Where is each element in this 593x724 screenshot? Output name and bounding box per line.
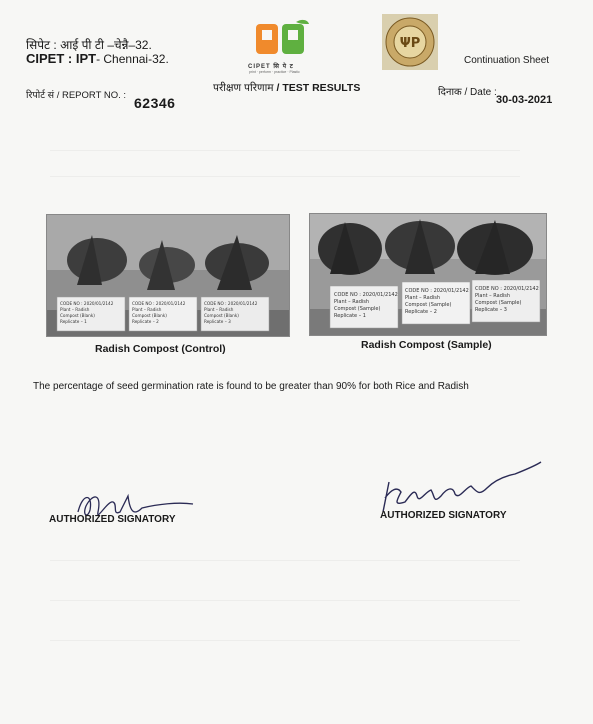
faint-line — [50, 560, 520, 561]
report-date: 30-03-2021 — [496, 94, 553, 106]
org-name: CIPET : IPT — [26, 51, 97, 66]
label-code: CODE NO : 2020/01/2142 — [475, 286, 539, 292]
continuation-sheet-label: Continuation Sheet — [464, 55, 550, 66]
faint-line — [50, 176, 520, 177]
caption-radish-sample: Radish Compost (Sample) — [361, 339, 492, 351]
faint-line — [50, 600, 520, 601]
test-results-hindi: परीक्षण परिणाम — [213, 82, 274, 94]
label-plant: Plant – Radish — [475, 293, 511, 299]
label-plant: Plant – Radish — [334, 299, 370, 305]
report-number-label: रिपोर्ट सं / REPORT NO. : — [26, 90, 127, 101]
label-compost: Compost (Blank) — [60, 313, 95, 318]
label-code: CODE NO : 2020/01/2142 — [334, 292, 398, 298]
label-replicate: Replicate – 2 — [405, 309, 437, 315]
label-plant: Plant – Radish — [204, 307, 234, 312]
label-compost: Compost (Sample) — [405, 302, 452, 308]
seal-text: ΨP — [399, 36, 421, 51]
org-city: - Chennai-32. — [96, 52, 169, 66]
germination-statement: The percentage of seed germination rate is found to be greater than 90% for both Rice and Radish — [33, 381, 469, 392]
label-plant: Plant – Radish — [132, 307, 162, 312]
label-compost: Compost (Blank) — [204, 313, 239, 318]
caption-radish-control: Radish Compost (Control) — [95, 343, 226, 355]
logo-tagline: print · perform · practice · Plastic — [249, 70, 300, 74]
label-replicate: Replicate – 1 — [334, 313, 366, 319]
date-label: दिनाक / Date : — [438, 87, 497, 98]
plant-photo-control — [47, 215, 289, 336]
label-compost: Compost (Sample) — [475, 300, 522, 306]
label-plant: Plant – Radish — [405, 295, 441, 301]
photo-radish-control — [46, 214, 290, 337]
plant-photo-sample — [310, 214, 546, 335]
label-code: CODE NO : 2020/01/2142 — [204, 301, 258, 306]
faint-line — [50, 150, 520, 151]
label-compost: Compost (Sample) — [334, 306, 381, 312]
hologram-seal-icon — [381, 13, 439, 71]
label-replicate: Replicate – 3 — [475, 307, 507, 313]
label-compost: Compost (Blank) — [132, 313, 167, 318]
logo-text: CIPET सि पे ट — [248, 64, 294, 70]
label-replicate: Replicate – 2 — [132, 319, 159, 324]
label-code: CODE NO : 2020/01/2142 — [60, 301, 114, 306]
label-plant: Plant – Radish — [60, 307, 90, 312]
label-replicate: Replicate – 1 — [60, 319, 87, 324]
photo-radish-sample — [309, 213, 547, 336]
org-name-english — [26, 51, 169, 66]
org-name-hindi: सिपेट : आई पी टी –चेन्नै–32. — [26, 38, 152, 52]
test-results-heading — [213, 81, 360, 95]
report-number: 62346 — [134, 95, 176, 111]
label-code: CODE NO : 2020/01/2142 — [132, 301, 186, 306]
label-replicate: Replicate – 3 — [204, 319, 231, 324]
label-code: CODE NO : 2020/01/2142 — [405, 288, 469, 294]
authorized-signatory-right: AUTHORIZED SIGNATORY — [380, 510, 507, 521]
faint-line — [50, 640, 520, 641]
authorized-signatory-left: AUTHORIZED SIGNATORY — [49, 514, 176, 525]
test-results-english: / TEST RESULTS — [276, 82, 361, 94]
